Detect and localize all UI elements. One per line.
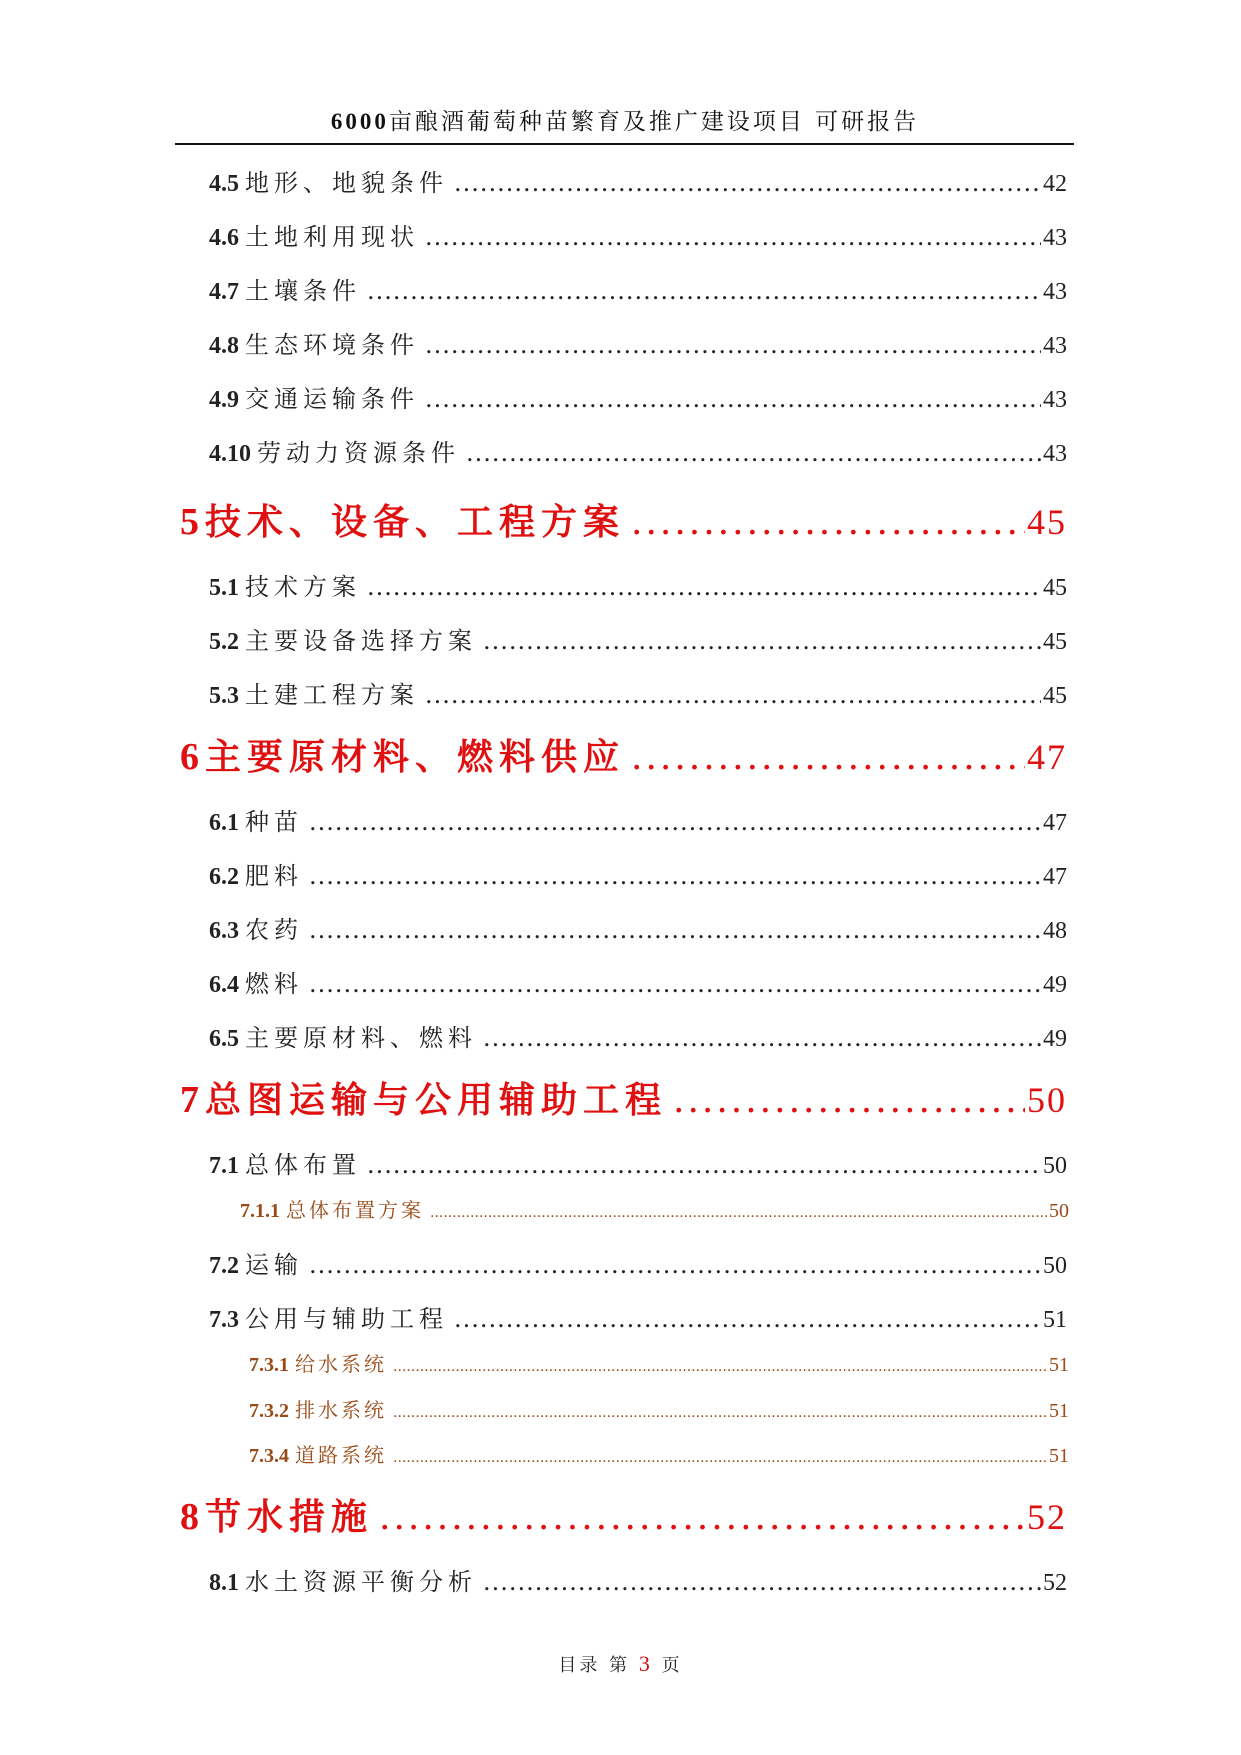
toc-entry-page: 47	[1043, 864, 1067, 890]
toc-chapter-title: 技术、设备、工程方案	[205, 501, 626, 543]
toc-entry-page: 48	[1043, 918, 1067, 944]
toc-leader	[379, 1497, 1025, 1538]
toc-entry-page: 49	[1043, 972, 1067, 998]
toc-entry-number: 5.1	[209, 575, 239, 601]
toc-subentry-number: 7.3.4	[249, 1445, 289, 1467]
toc-leader	[673, 1080, 1025, 1121]
toc-entry-number: 7.3	[209, 1307, 239, 1333]
toc-entry-title: 主要原材料、燃料	[245, 1024, 477, 1052]
toc-entry[interactable]	[209, 910, 1067, 945]
toc-entry-title: 农药	[245, 916, 303, 944]
toc-entry[interactable]	[209, 163, 1067, 198]
toc-entry-page: 45	[1043, 575, 1067, 601]
toc-chapter-title: 总图运输与公用辅助工程	[205, 1079, 668, 1121]
toc-leader	[393, 1405, 1047, 1421]
toc-entry-number: 6.2	[209, 864, 239, 890]
toc-entry-page: 42	[1043, 171, 1067, 197]
toc-entry-page: 49	[1043, 1026, 1067, 1052]
toc-chapter[interactable]	[180, 1072, 1067, 1123]
toc-entry-page: 43	[1043, 387, 1067, 413]
header-rule	[175, 143, 1074, 145]
toc-entry-number: 5.3	[209, 683, 239, 709]
toc-subentry[interactable]	[249, 1394, 1069, 1423]
toc-entry-title: 燃料	[245, 970, 303, 998]
toc-entry[interactable]	[209, 325, 1067, 360]
toc-entry[interactable]	[209, 567, 1067, 602]
toc-entry[interactable]	[209, 1018, 1067, 1053]
toc-chapter[interactable]	[180, 494, 1067, 545]
toc-subentry[interactable]	[249, 1439, 1069, 1468]
toc-entry-page: 43	[1043, 225, 1067, 251]
toc-entry-page: 51	[1043, 1307, 1067, 1333]
toc-entry-title: 主要设备选择方案	[245, 627, 477, 655]
toc-entry-number: 7.2	[209, 1253, 239, 1279]
toc-entry-title: 土壤条件	[245, 277, 361, 305]
toc-subentry-page: 50	[1049, 1200, 1069, 1222]
toc-entry-title: 种苗	[245, 808, 303, 836]
toc-chapter-title: 节水措施	[205, 1496, 374, 1538]
toc-entry-number: 4.5	[209, 171, 239, 197]
footer-suffix: 页	[661, 1655, 683, 1676]
toc-entry-title: 运输	[245, 1251, 303, 1279]
toc-subentry-page: 51	[1049, 1445, 1069, 1467]
toc-chapter-page: 50	[1027, 1080, 1067, 1120]
toc-entry-page: 43	[1043, 279, 1067, 305]
toc-leader	[309, 808, 1041, 836]
toc-entry-title: 交通运输条件	[245, 385, 419, 413]
toc-entry-number: 6.5	[209, 1026, 239, 1052]
toc-entry-page: 45	[1043, 629, 1067, 655]
toc-chapter[interactable]	[180, 729, 1067, 780]
toc-entry-number: 8.1	[209, 1570, 239, 1596]
toc-subentry-page: 51	[1049, 1400, 1069, 1422]
toc-entry-title: 水土资源平衡分析	[245, 1568, 477, 1596]
header-title: 亩酿酒葡萄种苗繁育及推广建设项目 可研报告	[388, 109, 920, 135]
toc-leader	[483, 1024, 1041, 1052]
toc-subentry-title: 排水系统	[295, 1398, 387, 1422]
toc-entry-number: 4.8	[209, 333, 239, 359]
toc-entry-title: 技术方案	[245, 573, 361, 601]
toc-entry-number: 6.1	[209, 810, 239, 836]
toc-entry-number: 6.4	[209, 972, 239, 998]
toc-leader	[309, 970, 1041, 998]
toc-subentry-number: 7.1.1	[240, 1200, 280, 1222]
toc-entry[interactable]	[209, 1145, 1067, 1180]
toc-entry-number: 4.7	[209, 279, 239, 305]
toc-entry-page: 43	[1043, 333, 1067, 359]
toc-entry-page: 45	[1043, 683, 1067, 709]
toc-entry[interactable]	[209, 379, 1067, 414]
footer-page-number: 3	[638, 1651, 653, 1676]
toc-entry-page: 43	[1043, 441, 1067, 467]
toc-entry-title: 生态环境条件	[245, 331, 419, 359]
toc-leader	[425, 223, 1041, 251]
page-header	[175, 103, 1075, 136]
toc-entry-title: 肥料	[245, 862, 303, 890]
toc-entry-title: 劳动力资源条件	[257, 439, 460, 467]
toc-entry-page: 47	[1043, 810, 1067, 836]
toc-leader	[393, 1450, 1047, 1466]
toc-entry-title: 公用与辅助工程	[245, 1305, 448, 1333]
toc-leader	[309, 1251, 1041, 1279]
toc-subentry[interactable]	[240, 1194, 1069, 1223]
toc-leader	[367, 1151, 1041, 1179]
toc-leader	[454, 1305, 1041, 1333]
toc-leader	[367, 277, 1041, 305]
toc-chapter[interactable]	[180, 1489, 1067, 1540]
toc-leader	[466, 439, 1041, 467]
header-number: 6000	[330, 109, 389, 134]
toc-entry[interactable]	[209, 856, 1067, 891]
toc-entry[interactable]	[209, 621, 1067, 656]
toc-chapter-title: 主要原材料、燃料供应	[205, 736, 626, 778]
toc-leader	[393, 1359, 1047, 1375]
toc-entry-page: 52	[1043, 1570, 1067, 1596]
footer-prefix: 目录 第	[558, 1655, 631, 1676]
toc-subentry-title: 总体布置方案	[286, 1198, 424, 1222]
toc-subentry-title: 道路系统	[295, 1443, 387, 1467]
toc-subentry[interactable]	[249, 1348, 1069, 1377]
toc-entry-title: 地形、地貌条件	[245, 169, 448, 197]
toc-leader	[483, 1568, 1041, 1596]
toc-leader	[425, 385, 1041, 413]
toc-entry[interactable]	[209, 964, 1067, 999]
toc-entry-number: 4.6	[209, 225, 239, 251]
toc-leader	[430, 1205, 1047, 1221]
toc-entry[interactable]	[209, 1562, 1067, 1597]
toc-entry-title: 总体布置	[245, 1151, 361, 1179]
toc-entry-page: 50	[1043, 1153, 1067, 1179]
toc-leader	[454, 169, 1041, 197]
toc-entry-number: 7.1	[209, 1153, 239, 1179]
toc-subentry-page: 51	[1049, 1354, 1069, 1376]
toc-leader	[367, 573, 1041, 601]
page-footer	[0, 1651, 1241, 1677]
toc-entry[interactable]	[209, 433, 1067, 468]
toc-chapter-number: 6	[180, 736, 199, 778]
toc-chapter-number: 5	[180, 501, 199, 543]
toc-leader	[309, 916, 1041, 944]
toc-subentry-title: 给水系统	[295, 1352, 387, 1376]
toc-entry[interactable]	[209, 675, 1067, 710]
toc-entry[interactable]	[209, 217, 1067, 252]
toc-chapter-number: 7	[180, 1079, 199, 1121]
toc-entry[interactable]	[209, 1245, 1067, 1280]
toc-entry-page: 50	[1043, 1253, 1067, 1279]
toc-entry-title: 土地利用现状	[245, 223, 419, 251]
toc-leader	[631, 502, 1025, 543]
toc-leader	[309, 862, 1041, 890]
toc-entry[interactable]	[209, 271, 1067, 306]
toc-subentry-number: 7.3.2	[249, 1400, 289, 1422]
toc-chapter-page: 45	[1027, 502, 1067, 542]
toc-entry[interactable]	[209, 802, 1067, 837]
toc-entry-title: 土建工程方案	[245, 681, 419, 709]
toc-entry-number: 6.3	[209, 918, 239, 944]
toc-entry-number: 4.9	[209, 387, 239, 413]
toc-entry-number: 5.2	[209, 629, 239, 655]
toc-entry[interactable]	[209, 1299, 1067, 1334]
toc-entry-number: 4.10	[209, 441, 251, 467]
toc-leader	[631, 737, 1025, 778]
toc-subentry-number: 7.3.1	[249, 1354, 289, 1376]
toc-leader	[483, 627, 1041, 655]
toc-chapter-number: 8	[180, 1496, 199, 1538]
toc-chapter-page: 52	[1027, 1497, 1067, 1537]
toc-leader	[425, 331, 1041, 359]
toc-chapter-page: 47	[1027, 737, 1067, 777]
toc-leader	[425, 681, 1041, 709]
